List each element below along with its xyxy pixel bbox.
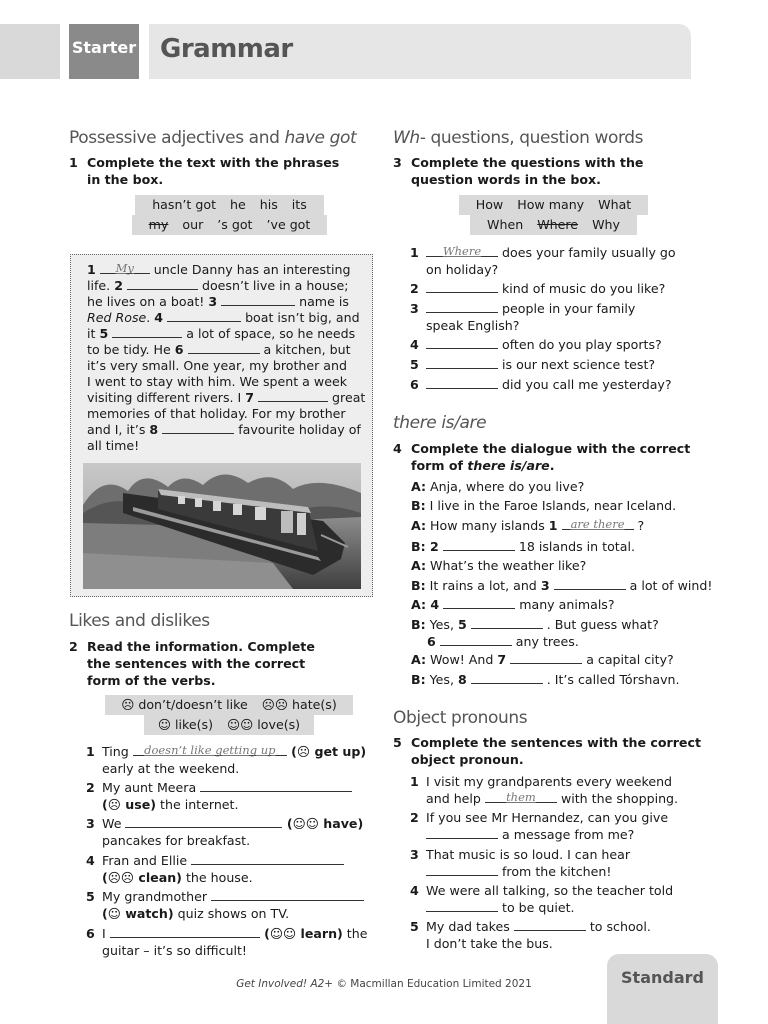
word-option: he [230, 197, 246, 212]
exercise-5-item [410, 883, 710, 916]
dialogue-text: Wow! And [426, 652, 498, 667]
exercise-2-item [86, 744, 376, 777]
answer-gap[interactable] [100, 262, 150, 274]
exercise-2-item [86, 780, 376, 813]
dialogue-text: What’s the weather like? [426, 558, 587, 573]
answer-gap[interactable] [426, 337, 498, 349]
gap-number: 6 [427, 634, 436, 649]
item-text: My dad takes [426, 919, 514, 934]
exercise-3-item [410, 245, 710, 278]
answer-gap[interactable] [426, 245, 498, 257]
answer-gap[interactable] [112, 326, 182, 338]
starter-label: Starter [71, 38, 137, 57]
dialogue-text: a lot of wind! [625, 578, 713, 593]
section-title-likes: Likes and dislikes [69, 611, 210, 631]
gap-number: 7 [245, 390, 255, 405]
gap-number: 1 [548, 518, 558, 533]
answer-gap[interactable] [162, 422, 234, 434]
answer-gap[interactable] [125, 816, 282, 828]
text-fragment: boat isn’t big, and [241, 310, 360, 325]
dialogue-text: 18 islands in total. [514, 539, 635, 554]
gap-number: 8 [149, 422, 159, 437]
answer-gap[interactable] [485, 791, 557, 803]
item-text: the house. [181, 869, 253, 885]
item-number: 5 [410, 919, 419, 934]
dialogue-text: any trees. [511, 634, 579, 649]
item-text: I don’t take the bus. [426, 935, 553, 951]
answer-gap[interactable] [443, 539, 515, 551]
item-text: speak English? [426, 317, 520, 333]
item-number: 1 [86, 744, 95, 759]
text-line: memories of that holiday. For my brother [87, 406, 346, 421]
item-number: 4 [86, 853, 95, 868]
narrowboat-photo [83, 463, 361, 589]
gap-number: 8 [457, 672, 467, 687]
verb-prompt: (☹ get up) [286, 744, 367, 759]
answer-gap[interactable] [471, 672, 543, 684]
item-text: the [342, 926, 368, 941]
verb-prompt: (☹☹ clean) [102, 869, 182, 885]
item-text: is our next science test? [498, 357, 656, 372]
word-option: ’s got [217, 217, 253, 232]
word-option: ☺☺ love(s) [227, 717, 301, 732]
speaker: A: [411, 479, 427, 494]
gap-number: 2 [425, 539, 439, 554]
gap-number: 3 [208, 294, 218, 309]
word-box-2-row-2 [144, 715, 314, 735]
answer-gap[interactable] [510, 652, 582, 664]
answer-gap[interactable] [471, 617, 543, 629]
item-text: quiz shows on TV. [173, 905, 290, 921]
word-box-3-row-1 [459, 195, 648, 215]
word-option: When [487, 217, 524, 232]
answer-gap[interactable] [562, 518, 634, 530]
task-text: Complete the text with the phrases in the box. [87, 155, 340, 187]
text-fragment: to be tidy. He [87, 342, 175, 357]
gap-number: 5 [99, 326, 109, 341]
text-line [87, 342, 351, 357]
text-line [87, 310, 360, 325]
section-title-object-pronouns: Object pronouns [393, 708, 528, 728]
answer-gap[interactable] [191, 853, 344, 865]
word-option: Why [592, 217, 620, 232]
gap-number: 4 [154, 310, 164, 325]
dialogue-line [411, 518, 644, 533]
copyright-text: © Macmillan Education Limited 2021 [333, 978, 532, 990]
word-box-1-row-2 [132, 215, 327, 235]
verb-prompt: (☺☺ learn) [259, 926, 343, 941]
text-line: I went to stay with him. We spent a week [87, 374, 347, 389]
task-text: Complete the dialogue with the correct form of [411, 441, 691, 473]
dialogue-line [411, 539, 635, 554]
item-number: 3 [410, 301, 419, 316]
speaker: A: [411, 597, 427, 612]
item-text: a message from me? [498, 826, 635, 842]
speaker: B: [411, 672, 426, 687]
item-text: I visit my grandparents every weekend [426, 774, 673, 789]
sample-answer: are there [570, 517, 625, 531]
item-number: 2 [410, 810, 419, 825]
exercise-3-item [410, 357, 710, 374]
book-title: Get Involved! A2+ [236, 978, 334, 990]
exercise-3-item [410, 281, 710, 298]
answer-gap[interactable] [426, 377, 498, 389]
word-option: his [259, 197, 278, 212]
word-option: How many [517, 197, 585, 212]
item-text: We [102, 816, 126, 831]
item-text: did you call me yesterday? [498, 377, 672, 392]
gap-number: 4 [426, 597, 440, 612]
dialogue-text: Yes, [425, 617, 458, 632]
dialogue-line [411, 498, 676, 513]
gap-number: 1 [87, 262, 96, 277]
dialogue-text: It rains a lot, and [425, 578, 541, 593]
text-fragment: a kitchen, but [259, 342, 351, 357]
sample-answer: them [506, 789, 536, 804]
text-fragment: uncle Danny has an interesting [149, 262, 351, 277]
task-text: Read the information. Complete the sentences with the correct form of the verbs. [87, 639, 315, 688]
sample-answer: doesn’t like getting up [144, 743, 276, 757]
exercise-2-item [86, 816, 376, 849]
answer-gap[interactable] [443, 597, 515, 609]
answer-gap[interactable] [554, 578, 626, 590]
text-fragment: . [146, 310, 155, 325]
task-text: Complete the questions with the question words in the box. [411, 155, 644, 187]
text-fragment: and I, it’s [87, 422, 150, 437]
word-option: our [182, 217, 204, 232]
task-5-instruction [393, 734, 703, 768]
item-text: My grandmother [102, 889, 212, 904]
verb-prompt: (☺☺ have) [282, 816, 364, 831]
text-fragment: visiting different rivers. I [87, 390, 246, 405]
item-number: 6 [86, 926, 95, 941]
speaker: A: [411, 518, 427, 533]
answer-gap[interactable] [127, 278, 198, 290]
answer-gap[interactable] [167, 310, 241, 322]
task-number: 5 [393, 735, 402, 750]
word-box-1-row-1 [135, 195, 324, 215]
section-title-text: Possessive adjectives and [69, 128, 285, 148]
item-text: My aunt Meera [102, 780, 201, 795]
item-number: 5 [86, 889, 95, 904]
verb-prompt: (☺ watch) [102, 905, 174, 921]
gap-number: 2 [114, 278, 123, 293]
standard-level-badge: Standard [607, 954, 718, 1024]
page-title: Grammar [160, 34, 293, 64]
dialogue-text: ? [633, 518, 645, 533]
text-fragment: life. [87, 278, 115, 293]
text-line [87, 278, 349, 293]
text-line: it’s very small. One year, my brother and [87, 358, 348, 373]
text-line [87, 262, 351, 277]
exercise-5-item [410, 847, 710, 880]
dialogue-text: I live in the Faroe Islands, near Iceland. [425, 498, 677, 513]
text-fragment: name is [295, 294, 349, 309]
gap-number: 7 [497, 652, 507, 667]
header-left-tab [0, 24, 60, 79]
word-option: ☺ like(s) [157, 717, 214, 732]
answer-gap[interactable] [426, 281, 498, 293]
answer-gap[interactable] [110, 926, 260, 938]
exercise-2-item [86, 926, 376, 959]
text-fragment: favourite holiday of [234, 422, 361, 437]
sample-answer: My [115, 261, 134, 275]
gap-number: 3 [540, 578, 550, 593]
word-option: ’ve got [266, 217, 311, 232]
verb-prompt: (☹ use) [102, 796, 157, 812]
dialogue-text: Yes, [425, 672, 458, 687]
exercise-3-item [410, 301, 710, 334]
gap-number: 5 [457, 617, 467, 632]
section-title-italic: have got [284, 128, 357, 148]
dialogue-line [411, 479, 584, 494]
answer-gap[interactable] [133, 744, 287, 756]
answer-gap[interactable] [426, 357, 498, 369]
dialogue-text: How many islands [426, 518, 549, 533]
dialogue-line [411, 597, 615, 612]
answer-gap[interactable] [258, 390, 328, 402]
item-text: does your family usually go [498, 245, 676, 260]
exercise-3-item [410, 337, 710, 354]
task-4-instruction [393, 440, 703, 474]
task-number: 4 [393, 441, 402, 456]
item-text: I [102, 926, 110, 941]
item-number: 1 [410, 245, 419, 260]
item-text: Ting [102, 744, 133, 759]
speaker: B: [411, 578, 426, 593]
item-number: 4 [410, 883, 419, 898]
item-number: 5 [410, 357, 419, 372]
section-title-text: questions, question words [425, 128, 644, 148]
dialogue-line [411, 672, 680, 687]
section-title-italic: Wh- [393, 128, 426, 148]
word-option: What [598, 197, 632, 212]
dialogue-text: Anja, where do you live? [426, 479, 585, 494]
exercise-3-item [410, 377, 710, 394]
text-line [87, 326, 355, 341]
answer-gap[interactable] [514, 919, 586, 931]
word-option: How [475, 197, 504, 212]
dialogue-text: . But guess what? [542, 617, 659, 632]
speaker: A: [411, 558, 427, 573]
exercise-5-item [410, 810, 710, 843]
item-text: from the kitchen! [498, 863, 612, 879]
narrowboat-image [83, 463, 361, 589]
speaker: B: [411, 539, 426, 554]
answer-gap[interactable] [440, 634, 512, 646]
item-text: to be quiet. [498, 899, 575, 915]
boat-name: Red Rose [87, 310, 147, 325]
answer-gap[interactable] [221, 294, 295, 306]
item-text: the internet. [156, 796, 239, 812]
task-2-instruction [69, 638, 334, 689]
item-text: often do you play sports? [498, 337, 662, 352]
item-text: If you see Mr Hernandez, can you give [426, 810, 669, 825]
word-option: its [291, 197, 307, 212]
item-text: people in your family [498, 301, 636, 316]
word-option-used: Where [537, 217, 579, 232]
speaker: A: [411, 652, 427, 667]
item-number: 1 [410, 774, 419, 789]
item-text: That music is so loud. I can hear [426, 847, 631, 862]
word-option: ☹ don’t/doesn’t like [121, 697, 248, 712]
text-fragment: great [328, 390, 366, 405]
dialogue-line [411, 652, 674, 667]
item-number: 3 [410, 847, 419, 862]
word-box-2-row-1 [105, 695, 353, 715]
item-text: on holiday? [426, 261, 499, 277]
item-text: kind of music do you like? [498, 281, 666, 296]
exercise-2-item [86, 853, 376, 886]
exercise-5-item [410, 919, 710, 952]
exercise-5-item [410, 774, 710, 807]
text-line [87, 294, 349, 309]
task-number: 3 [393, 155, 402, 170]
sample-answer: Where [442, 244, 482, 258]
word-option: ☹☹ hate(s) [261, 697, 337, 712]
section-title-there-is-are: there is/are [393, 413, 487, 433]
word-option: hasn’t got [152, 197, 217, 212]
answer-gap[interactable] [426, 301, 498, 313]
task-text: Complete the sentences with the correct object pronoun. [411, 735, 701, 767]
answer-gap[interactable] [426, 900, 498, 912]
item-text: We were all talking, so the teacher told [426, 883, 674, 898]
dialogue-text: many animals? [515, 597, 615, 612]
dialogue-text: . It’s called Tórshavn. [542, 672, 680, 687]
task-text-italic: there is/are [467, 458, 550, 473]
speaker: B: [411, 498, 426, 513]
task-3-instruction [393, 154, 703, 188]
item-number: 2 [410, 281, 419, 296]
dialogue-line [427, 634, 579, 649]
text-fragment: doesn’t live in a house; [197, 278, 349, 293]
task-text: . [549, 458, 555, 473]
answer-gap[interactable] [426, 864, 498, 876]
item-number: 4 [410, 337, 419, 352]
item-number: 3 [86, 816, 95, 831]
item-text: with the shopping. [556, 790, 679, 806]
dialogue-text: a capital city? [582, 652, 674, 667]
exercise-2-item [86, 889, 376, 922]
item-text: to school. [585, 919, 651, 934]
section-title-wh-questions [393, 128, 643, 148]
item-text: guitar – it’s so difficult! [102, 942, 247, 958]
gap-number: 6 [174, 342, 184, 357]
item-number: 6 [410, 377, 419, 392]
answer-gap[interactable] [211, 889, 364, 901]
dialogue-line [411, 578, 712, 593]
speaker: B: [411, 617, 426, 632]
dialogue-line [411, 617, 659, 632]
text-fragment: a lot of space, so he needs [182, 326, 356, 341]
task-number: 1 [69, 155, 78, 170]
starter-tab [69, 24, 139, 79]
answer-gap[interactable] [188, 342, 260, 354]
answer-gap[interactable] [200, 780, 352, 792]
text-fragment: he lives on a boat! [87, 294, 209, 309]
dialogue-line [411, 558, 586, 573]
item-text: Fran and Ellie [102, 853, 192, 868]
word-option-used: my [148, 217, 169, 232]
answer-gap[interactable] [426, 827, 498, 839]
text-line [87, 390, 365, 405]
text-fragment: it [87, 326, 100, 341]
item-text: early at the weekend. [102, 760, 240, 776]
section-title-possessive [69, 128, 356, 148]
text-line: all time! [87, 438, 140, 453]
item-number: 2 [86, 780, 95, 795]
task-number: 2 [69, 639, 78, 654]
item-text: pancakes for breakfast. [102, 832, 251, 848]
task-1-instruction [69, 154, 354, 188]
item-text: and help [426, 790, 485, 806]
text-line [87, 422, 361, 437]
word-box-3-row-2 [470, 215, 637, 235]
